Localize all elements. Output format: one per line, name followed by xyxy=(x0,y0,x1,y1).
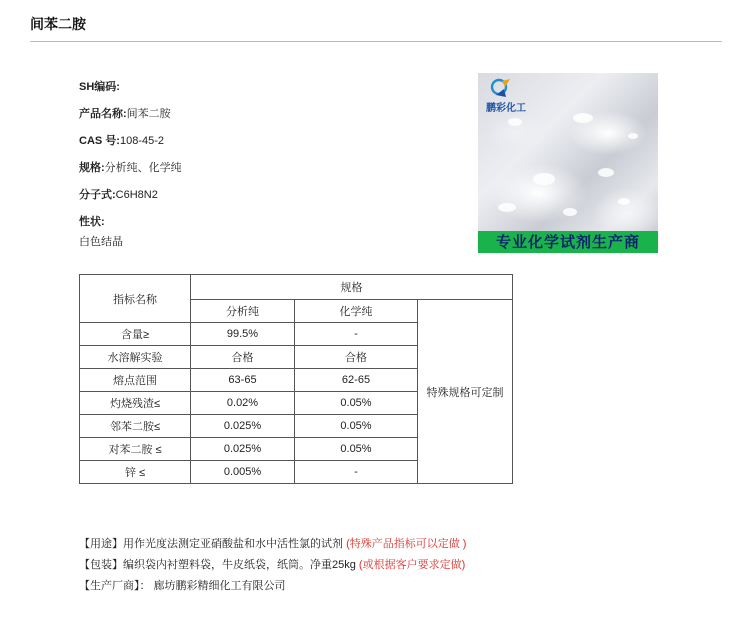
property-label: 性状: xyxy=(79,216,105,228)
row-name: 含量≥ xyxy=(80,323,191,346)
product-notes xyxy=(79,536,466,599)
row-name: 灼烧残渣≤ xyxy=(80,392,191,415)
row-chemical: 62-65 xyxy=(295,369,418,392)
cas-value: 108-45-2 xyxy=(119,135,164,147)
packing-red-note: (或根据客户要求定做) xyxy=(358,559,466,571)
row-chemical: 0.05% xyxy=(295,415,418,438)
header-index-name: 指标名称 xyxy=(80,275,191,323)
row-name: 熔点范围 xyxy=(80,369,191,392)
table-header-row xyxy=(80,275,513,300)
row-analytical: 63-65 xyxy=(191,369,295,392)
row-analytical: 0.025% xyxy=(191,438,295,461)
property-row xyxy=(79,213,182,233)
custom-spec-note: 特殊规格可定制 xyxy=(418,300,513,484)
formula-label: 分子式: xyxy=(79,189,116,201)
row-analytical: 合格 xyxy=(191,346,295,369)
usage-text: 【用途】用作光度法测定亚硝酸盐和水中活性氯的试剂 xyxy=(79,538,343,550)
row-chemical: 0.05% xyxy=(295,392,418,415)
cas-label: CAS 号: xyxy=(79,135,120,147)
product-info xyxy=(79,78,182,253)
sh-code-label: SH编码: xyxy=(79,81,120,93)
product-name-label: 产品名称: xyxy=(79,108,127,120)
row-analytical: 0.02% xyxy=(191,392,295,415)
property-value: 白色结晶 xyxy=(79,236,123,248)
header-spec: 规格 xyxy=(191,275,513,300)
spec-table xyxy=(79,274,513,484)
row-name: 锌 ≤ xyxy=(80,461,191,484)
page-title: 间苯二胺 xyxy=(30,16,86,32)
property-value-row xyxy=(79,233,182,253)
header-chemical: 化学纯 xyxy=(295,300,418,323)
sh-code-row xyxy=(79,78,182,105)
row-analytical: 99.5% xyxy=(191,323,295,346)
title-divider xyxy=(30,41,722,42)
formula-row xyxy=(79,186,182,213)
packing-text: 【包装】编织袋内衬塑料袋，牛皮纸袋，纸筒。净重25kg xyxy=(79,559,356,571)
maker-note xyxy=(79,578,466,599)
company-logo-icon xyxy=(490,77,512,99)
spec-row xyxy=(79,159,182,186)
usage-red-note: (特殊产品指标可以定做 ) xyxy=(346,538,467,550)
logo-text: 鹏彩化工 xyxy=(486,103,526,114)
formula-value: C6H8N2 xyxy=(115,189,158,201)
row-chemical: 合格 xyxy=(295,346,418,369)
row-name: 水溶解实验 xyxy=(80,346,191,369)
banner-text: 专业化学试剂生产商 xyxy=(478,231,658,253)
row-analytical: 0.025% xyxy=(191,415,295,438)
row-name: 对苯二胺 ≤ xyxy=(80,438,191,461)
cas-row xyxy=(79,132,182,159)
row-analytical: 0.005% xyxy=(191,461,295,484)
product-name-row xyxy=(79,105,182,132)
usage-note xyxy=(79,536,466,557)
product-image xyxy=(478,73,658,253)
row-chemical: - xyxy=(295,323,418,346)
product-name-value: 间苯二胺 xyxy=(126,108,171,120)
packing-note xyxy=(79,557,466,578)
row-chemical: 0.05% xyxy=(295,438,418,461)
maker-text: 【生产厂商】： 廊坊鹏彩精细化工有限公司 xyxy=(79,580,286,592)
header-analytical: 分析纯 xyxy=(191,300,295,323)
row-chemical: - xyxy=(295,461,418,484)
spec-value: 分析纯、化学纯 xyxy=(104,162,182,174)
row-name: 邻苯二胺≤ xyxy=(80,415,191,438)
spec-label: 规格: xyxy=(79,162,105,174)
